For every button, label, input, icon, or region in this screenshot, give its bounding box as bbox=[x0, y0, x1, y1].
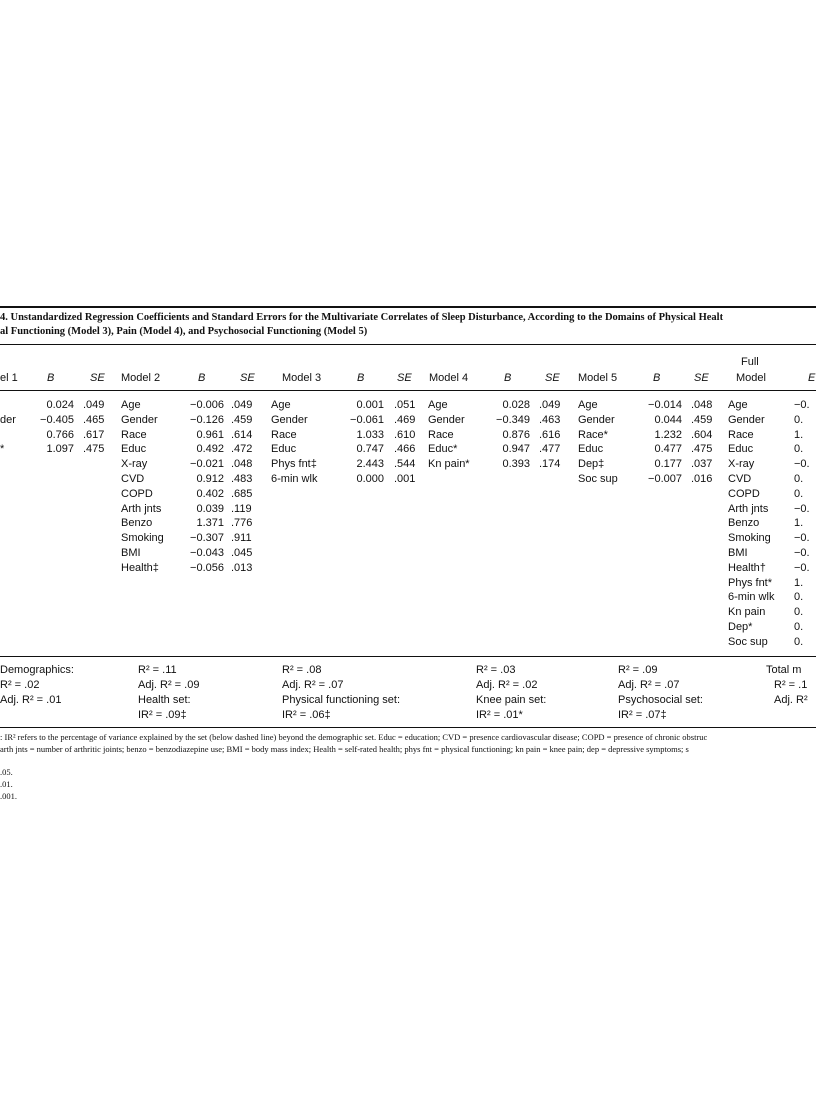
model5-se bbox=[691, 398, 721, 487]
se-value: .037 bbox=[691, 458, 713, 471]
b-value: 0.876 bbox=[502, 428, 530, 441]
b-value: −0.043 bbox=[190, 546, 224, 559]
b-value: 0. bbox=[794, 472, 804, 485]
var-label: Age bbox=[728, 399, 748, 411]
var-label: X-ray bbox=[121, 458, 148, 471]
var-label: Kn pain bbox=[728, 606, 766, 619]
se-value: .776 bbox=[231, 517, 253, 530]
model5-ir2: IR² = .07‡ bbox=[618, 709, 667, 721]
var-label: Dep* bbox=[728, 620, 753, 633]
var-label: BMI bbox=[121, 546, 141, 559]
header-model5: Model 5 bbox=[578, 372, 618, 384]
b-value: 0.177 bbox=[654, 458, 682, 471]
model5-r2: R² = .09 bbox=[618, 664, 658, 676]
b-value: −0.021 bbox=[190, 458, 224, 471]
title-rule bbox=[0, 344, 816, 345]
model3-r2: R² = .08 bbox=[282, 664, 322, 676]
model2-adj-r2: Adj. R² = .09 bbox=[138, 679, 200, 691]
se-value: .459 bbox=[231, 413, 253, 426]
header-full-b: E bbox=[808, 372, 816, 384]
se-value: .685 bbox=[231, 487, 253, 500]
header-se: SE bbox=[397, 372, 412, 384]
b-value: −0.061 bbox=[350, 413, 384, 426]
se-value: .463 bbox=[539, 413, 561, 426]
b-value: 0. bbox=[794, 487, 804, 500]
se-value: .049 bbox=[231, 399, 253, 411]
b-value: 0.039 bbox=[196, 502, 224, 515]
se-value: .013 bbox=[231, 561, 253, 574]
header-full-top: Full bbox=[741, 356, 759, 368]
header-model2: Model 2 bbox=[121, 372, 161, 384]
var-label: 6-min wlk bbox=[271, 472, 318, 485]
se-value: .610 bbox=[394, 428, 416, 441]
se-value: .483 bbox=[231, 472, 253, 485]
b-value: −0.014 bbox=[648, 399, 682, 411]
var-label: CVD bbox=[121, 472, 145, 485]
model2-set-label: Health set: bbox=[138, 694, 191, 706]
se-value: .049 bbox=[83, 399, 105, 411]
b-value: −0.405 bbox=[40, 413, 74, 426]
var-label: CVD bbox=[728, 472, 752, 485]
var-label: Health‡ bbox=[121, 561, 159, 574]
model2-se bbox=[231, 398, 261, 576]
footnote-line1: : IR² refers to the percentage of variance explained by the set (below dashed line) beyond the demographic set. Educ = education; CVD = presence cardiovascular disease; COPD = presence of chronic obstruc bbox=[0, 732, 708, 742]
b-value: 0. bbox=[794, 591, 804, 604]
b-value: 0.492 bbox=[196, 443, 224, 456]
se-value: .544 bbox=[394, 458, 416, 471]
b-value: −0. bbox=[794, 458, 810, 471]
se-value: .614 bbox=[231, 428, 253, 441]
model3-se bbox=[394, 398, 424, 487]
b-value: 0.947 bbox=[502, 443, 530, 456]
var-label: Arth jnts bbox=[728, 502, 769, 515]
b-value: 0.393 bbox=[502, 458, 530, 471]
se-value: .469 bbox=[394, 413, 416, 426]
header-full-bottom: Model bbox=[736, 372, 766, 384]
b-value: 0.024 bbox=[46, 399, 74, 411]
model3-b bbox=[330, 398, 384, 487]
var-label: Health† bbox=[728, 561, 766, 574]
b-value: 0. bbox=[794, 413, 804, 426]
b-value: 0.961 bbox=[196, 428, 224, 441]
var-label: Race* bbox=[578, 428, 608, 441]
var-label: Educ bbox=[121, 443, 147, 456]
var-label: Educ bbox=[578, 443, 604, 456]
b-value: 0.747 bbox=[356, 443, 384, 456]
model2-ir2: IR² = .09‡ bbox=[138, 709, 187, 721]
b-value: −0.307 bbox=[190, 532, 224, 545]
b-value: 0. bbox=[794, 606, 804, 619]
model4-ir2: IR² = .01* bbox=[476, 709, 523, 721]
se-value: .475 bbox=[691, 443, 713, 456]
demographics-adj-r2: Adj. R² = .01 bbox=[0, 694, 62, 706]
b-value: −0.056 bbox=[190, 561, 224, 574]
top-rule bbox=[0, 306, 816, 308]
header-b: B bbox=[47, 372, 55, 384]
b-value: 1.232 bbox=[654, 428, 682, 441]
bottom-rule bbox=[0, 727, 816, 728]
footnote-line2: arth jnts = number of arthritic joints; benzo = benzodiazepine use; BMI = body mass index; Health = self-rated health; phys fnt = physical functioning; kn pain = knee pain; dep = depressive symptoms; s bbox=[0, 744, 689, 754]
se-value: .617 bbox=[83, 428, 105, 441]
var-label: Gender bbox=[728, 413, 765, 426]
total-r2: R² = .1 bbox=[774, 679, 808, 691]
var-label: Educ* bbox=[428, 443, 458, 456]
b-value: −0.349 bbox=[496, 413, 530, 426]
se-value: .466 bbox=[394, 443, 416, 456]
header-b: B bbox=[504, 372, 512, 384]
header-b: B bbox=[198, 372, 206, 384]
b-value: 0. bbox=[794, 620, 804, 633]
model2-b bbox=[170, 398, 224, 576]
summary-rule bbox=[0, 656, 816, 657]
header-b: B bbox=[653, 372, 661, 384]
var-label: Arth jnts bbox=[121, 502, 162, 515]
total-model-label: Total m bbox=[766, 664, 802, 676]
model1-b bbox=[22, 398, 74, 457]
b-value: −0.126 bbox=[190, 413, 224, 426]
se-value: .477 bbox=[539, 443, 561, 456]
b-value: 0.044 bbox=[654, 413, 682, 426]
se-value: .616 bbox=[539, 428, 561, 441]
model2-r2: R² = .11 bbox=[138, 664, 177, 676]
b-value: −0. bbox=[794, 399, 810, 411]
var-label: Benzo bbox=[728, 517, 760, 530]
header-se: SE bbox=[240, 372, 255, 384]
var-label: 6-min wlk bbox=[728, 591, 775, 604]
header-model4: Model 4 bbox=[429, 372, 469, 384]
var-label: Benzo bbox=[121, 517, 153, 530]
header-se: SE bbox=[545, 372, 560, 384]
var-label: Age bbox=[578, 399, 598, 411]
b-value: 1. bbox=[794, 428, 804, 441]
var-label: Soc sup bbox=[578, 472, 618, 485]
se-value: .119 bbox=[231, 502, 252, 515]
se-value: .045 bbox=[231, 546, 253, 559]
var-label: Gender bbox=[578, 413, 615, 426]
var-label: * bbox=[0, 443, 5, 456]
demographics-label: Demographics: bbox=[0, 664, 74, 676]
b-value: 0. bbox=[794, 443, 804, 456]
b-value: 0. bbox=[794, 635, 804, 648]
b-value: 0.477 bbox=[654, 443, 682, 456]
b-value: 1. bbox=[794, 576, 804, 589]
model4-se bbox=[539, 398, 569, 472]
footnote-p05: .05. bbox=[0, 767, 13, 777]
se-value: .475 bbox=[83, 443, 105, 456]
model5-vars bbox=[578, 398, 638, 487]
var-label: Phys fnt‡ bbox=[271, 458, 317, 471]
model4-set-label: Knee pain set: bbox=[476, 694, 547, 706]
se-value: .001 bbox=[394, 472, 416, 485]
model5-b bbox=[630, 398, 682, 487]
header-b: B bbox=[357, 372, 365, 384]
model3-ir2: IR² = .06‡ bbox=[282, 709, 331, 721]
demographics-r2: R² = .02 bbox=[0, 679, 40, 691]
header-se: SE bbox=[694, 372, 709, 384]
var-label: COPD bbox=[728, 487, 760, 500]
header-model1: el 1 bbox=[0, 372, 18, 384]
se-value: .048 bbox=[231, 458, 253, 471]
b-value: −0. bbox=[794, 546, 810, 559]
var-label: BMI bbox=[728, 546, 748, 559]
b-value: −0.006 bbox=[190, 399, 224, 411]
header-se: SE bbox=[90, 372, 105, 384]
b-value: −0. bbox=[794, 502, 810, 515]
se-value: .051 bbox=[394, 399, 416, 411]
b-value: 1.097 bbox=[46, 443, 74, 456]
b-value: 0.000 bbox=[356, 472, 384, 485]
var-label: Race bbox=[728, 428, 754, 441]
var-label: Gender bbox=[121, 413, 158, 426]
var-label: Educ bbox=[728, 443, 754, 456]
table-title-line2: al Functioning (Model 3), Pain (Model 4), and Psychosocial Functioning (Model 5) bbox=[0, 326, 368, 337]
var-label: Dep‡ bbox=[578, 458, 605, 471]
var-label: Smoking bbox=[121, 532, 164, 545]
b-value: 0.402 bbox=[196, 487, 224, 500]
b-value: 0.028 bbox=[502, 399, 530, 411]
footnote-p001: .001. bbox=[0, 791, 17, 801]
se-value: .472 bbox=[231, 443, 253, 456]
header-model3: Model 3 bbox=[282, 372, 322, 384]
var-label: Phys fnt* bbox=[728, 576, 773, 589]
b-value: 0.766 bbox=[46, 428, 74, 441]
b-value: −0. bbox=[794, 532, 810, 545]
model5-set-label: Psychosocial set: bbox=[618, 694, 703, 706]
var-label: Smoking bbox=[728, 532, 771, 545]
b-value: 0.912 bbox=[196, 472, 224, 485]
var-label: COPD bbox=[121, 487, 153, 500]
b-value: 1.371 bbox=[196, 517, 224, 530]
var-label: Educ bbox=[271, 443, 297, 456]
table-title-line1: 4. Unstandardized Regression Coefficients and Standard Errors for the Multivariate Correlates of Sleep Disturbance, According to the Domains of Physical Healt bbox=[0, 312, 724, 323]
var-label: Race bbox=[271, 428, 297, 441]
var-label: Race bbox=[121, 428, 147, 441]
b-value: −0.007 bbox=[648, 472, 682, 485]
b-value: 1.033 bbox=[356, 428, 384, 441]
footnote-p01: .01. bbox=[0, 779, 13, 789]
se-value: .911 bbox=[231, 532, 252, 545]
full-model-b bbox=[794, 398, 816, 650]
model1-se bbox=[83, 398, 113, 457]
se-value: .049 bbox=[539, 399, 561, 411]
se-value: .465 bbox=[83, 413, 105, 426]
var-label: Soc sup bbox=[728, 635, 768, 648]
model4-r2: R² = .03 bbox=[476, 664, 516, 676]
model5-adj-r2: Adj. R² = .07 bbox=[618, 679, 680, 691]
se-value: .604 bbox=[691, 428, 713, 441]
var-label: der bbox=[0, 413, 16, 426]
var-label: Gender bbox=[271, 413, 308, 426]
var-label: Age bbox=[121, 399, 141, 411]
model4-b bbox=[476, 398, 530, 472]
var-label: Age bbox=[428, 399, 448, 411]
var-label: Race bbox=[428, 428, 454, 441]
var-label: X-ray bbox=[728, 458, 755, 471]
full-model-vars bbox=[728, 398, 788, 650]
header-rule bbox=[0, 390, 816, 391]
se-value: .016 bbox=[691, 472, 713, 485]
model3-adj-r2: Adj. R² = .07 bbox=[282, 679, 344, 691]
se-value: .174 bbox=[539, 458, 561, 471]
b-value: 0.001 bbox=[356, 399, 384, 411]
total-adj-r2: Adj. R² bbox=[774, 694, 808, 706]
var-label: Kn pain* bbox=[428, 458, 470, 471]
model4-adj-r2: Adj. R² = .02 bbox=[476, 679, 538, 691]
var-label: Gender bbox=[428, 413, 465, 426]
b-value: 2.443 bbox=[356, 458, 384, 471]
b-value: 1. bbox=[794, 517, 804, 530]
b-value: −0. bbox=[794, 561, 810, 574]
var-label: Age bbox=[271, 399, 291, 411]
model3-set-label: Physical functioning set: bbox=[282, 694, 401, 706]
se-value: .459 bbox=[691, 413, 713, 426]
se-value: .048 bbox=[691, 399, 713, 411]
